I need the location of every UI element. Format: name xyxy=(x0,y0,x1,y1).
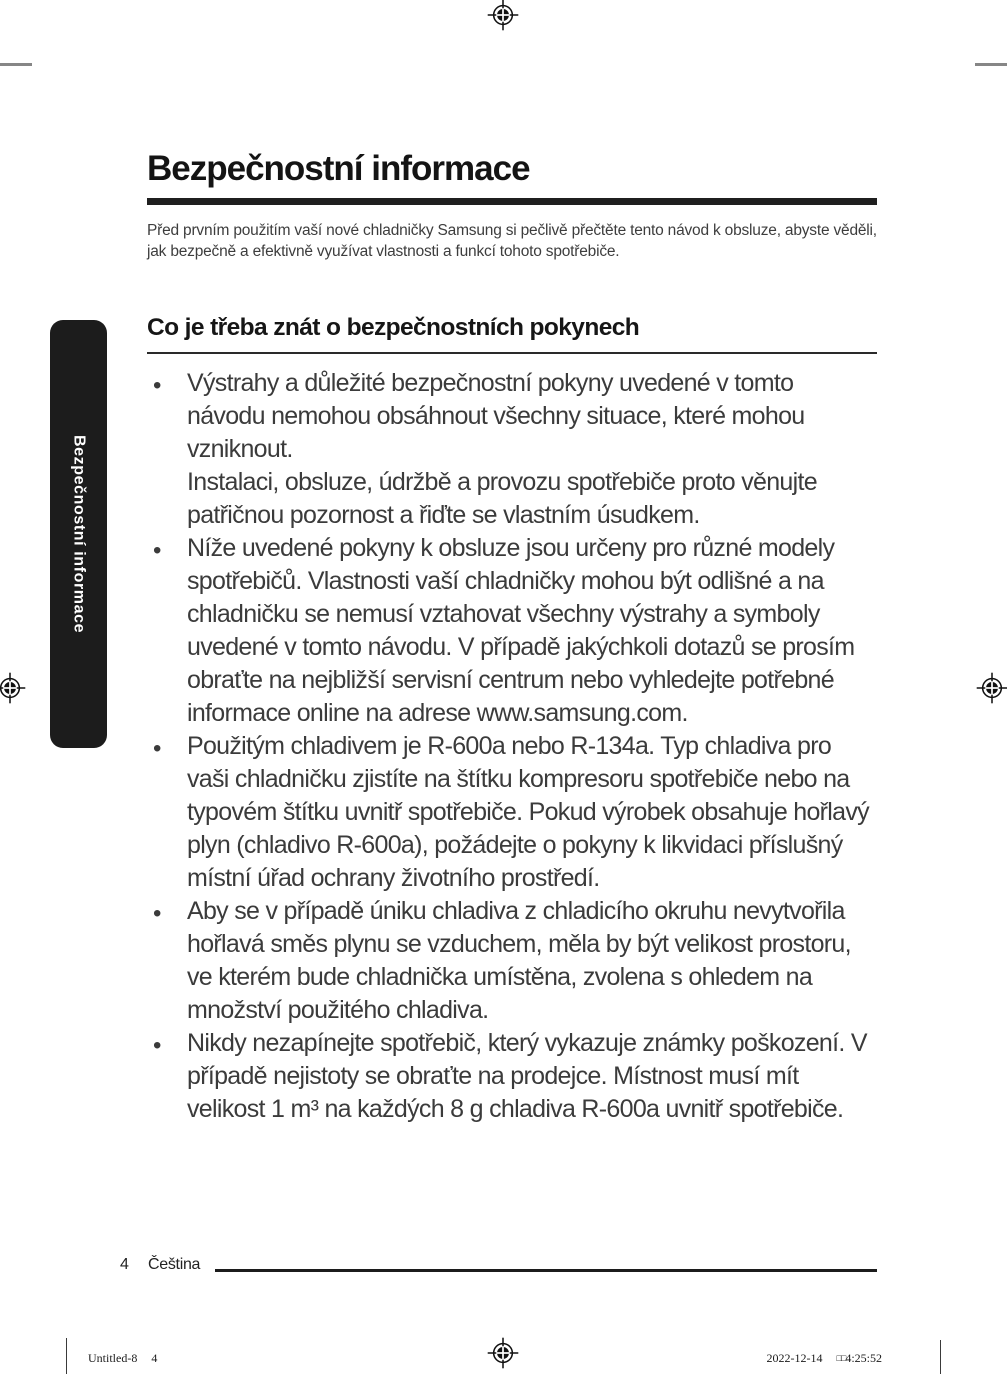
bullet-paragraph: Níže uvedené pokyny k obsluze jsou určeny pro různé modely spotřebičů. Vlastnosti vaší chladničky mohou být odlišné a na chladničku se nemusí vztahovat všechny výstrahy a symboly uvedené v tomto návodu. V případě jakýchkoli dotazů se prosím obraťte na nejbližší servisní centrum nebo vyhledejte potřebné informace online na adrese www.samsung.com. xyxy=(187,533,855,727)
registration-mark-icon xyxy=(975,671,1007,705)
section-heading: Co je třeba znát o bezpečnostních pokynech xyxy=(147,314,877,354)
registration-mark-icon xyxy=(486,1336,520,1370)
page-number: 4 xyxy=(120,1256,129,1273)
title-rule xyxy=(147,198,877,205)
bullet-paragraph: Aby se v případě úniku chladiva z chladicího okruhu nevytvořila hořlavá směs plynu se vzduchem, měla by být velikost prostoru, ve kterém bude chladnička umístěna, zvolena s ohledem na množství použitého chladiva. xyxy=(187,896,851,1024)
bullet-paragraph: Instalaci, obsluze, údržbě a provozu spotřebiče proto věnujte patřičnou pozornost a řiďte se vlastním úsudkem. xyxy=(187,467,817,529)
trim-mark xyxy=(940,1340,941,1374)
chapter-tab xyxy=(50,320,107,748)
bullet-item xyxy=(147,895,877,1027)
bullet-item xyxy=(147,1027,877,1126)
page-content xyxy=(147,150,877,1126)
chapter-tab-label: Bezpečnostní informace xyxy=(70,434,88,634)
intro-paragraph: Před prvním použitím vaší nové chladničky Samsung si pečlivě přečtěte tento návod k obsluze, abyste věděli, jak bezpečně a efektivně využívat vlastnosti a funkcí tohoto spotřebiče. xyxy=(147,221,877,260)
registration-mark-icon xyxy=(0,671,27,705)
trim-mark xyxy=(66,1338,67,1374)
bullet-paragraph: Výstrahy a důležité bezpečnostní pokyny uvedené v tomto návodu nemohou obsáhnout všechny situace, které mohou vzniknout. xyxy=(187,368,805,463)
bullet-item xyxy=(147,730,877,895)
footer-rule xyxy=(215,1269,877,1272)
print-document-name: Untitled-8 4 xyxy=(88,1351,158,1365)
page-title: Bezpečnostní informace xyxy=(147,149,530,188)
bullet-dot-icon: • xyxy=(153,371,162,399)
bullet-dot-icon: • xyxy=(153,899,162,927)
registration-mark-icon xyxy=(486,0,520,32)
bullet-item xyxy=(147,367,877,532)
bullet-item xyxy=(147,532,877,730)
trim-mark xyxy=(975,63,1007,66)
trim-mark xyxy=(0,63,32,66)
language-label: Čeština xyxy=(148,1256,201,1273)
bullet-list xyxy=(147,367,877,1126)
bullet-paragraph: Nikdy nezapínejte spotřebič, který vykazuje známky poškození. V případě nejistoty se obraťte na prodejce. Místnost musí mít velikost 1 m³ na každých 8 g chladiva R-600a uvnitř spotřebiče. xyxy=(187,1028,867,1123)
print-timestamp: 2022-12-14 □□4:25:52 xyxy=(766,1351,882,1365)
bullet-dot-icon: • xyxy=(153,1031,162,1059)
missing-glyph: □□ xyxy=(836,1353,846,1363)
bullet-dot-icon: • xyxy=(153,734,162,762)
page-footer xyxy=(0,1256,1007,1286)
bullet-paragraph: Použitým chladivem je R-600a nebo R-134a. Typ chladiva pro vaši chladničku zjistíte na štítku kompresoru spotřebiče nebo na typovém štítku uvnitř spotřebiče. Pokud výrobek obsahuje hořlavý plyn (chladivo R-600a), požádejte o pokyny k likvidaci příslušný místní úřad ochrany životního prostředí. xyxy=(187,731,869,892)
bullet-dot-icon: • xyxy=(153,536,162,564)
